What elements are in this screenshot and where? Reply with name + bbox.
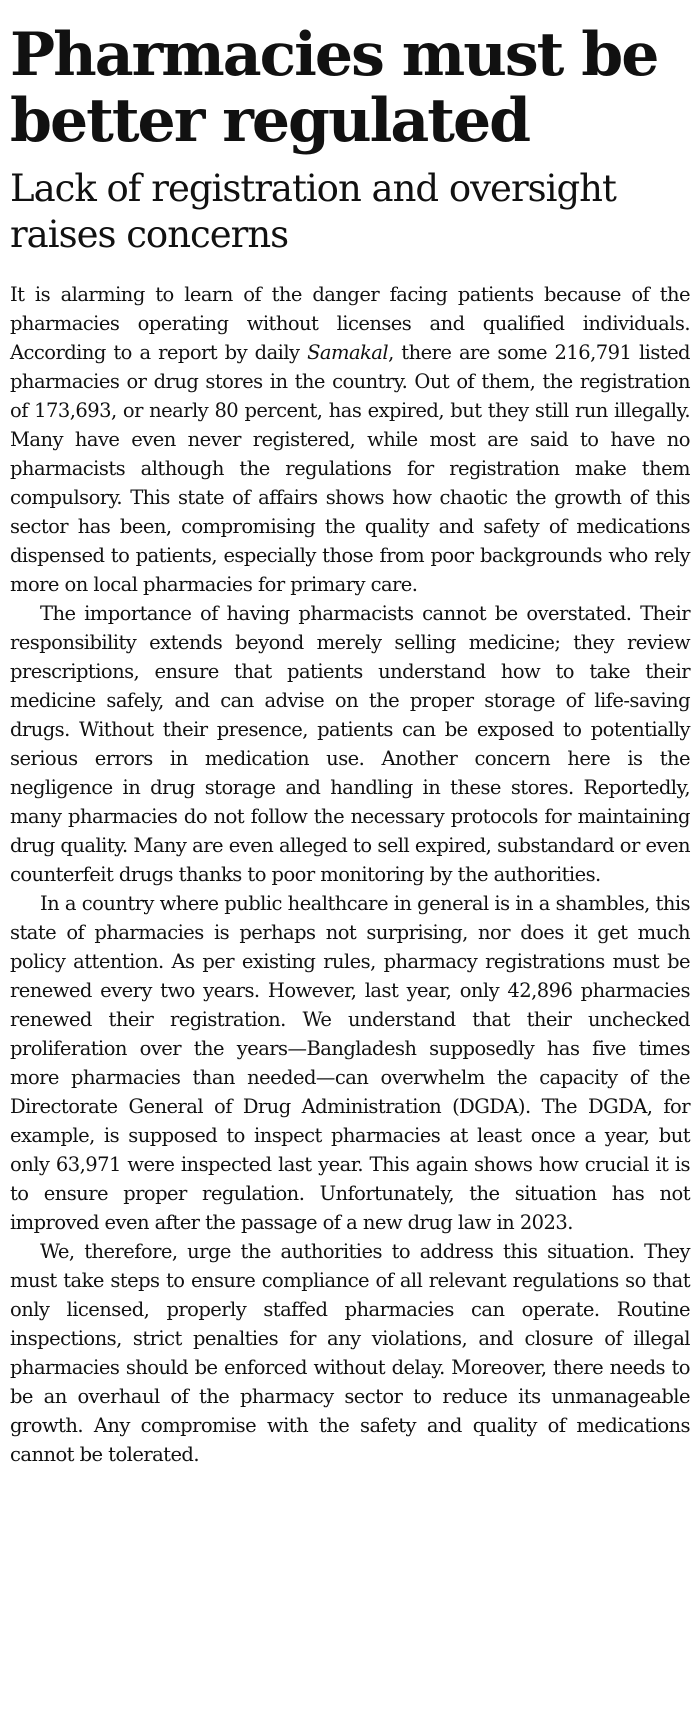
paragraph-2: The importance of having pharmacists cannot be overstated. Their responsibility extends beyond merely selling medicine; they review prescriptions, ensure that patients understand how to take their medicine safely, and can advise on the proper storage of life-saving drugs. Without their presence, patients can be exposed to potentially serious errors in medication use. Another concern here is the negligence in drug storage and handling in these stores. Reportedly, many pharmacies do not follow the necessary protocols for maintaining drug quality. Many are even alleged to sell expired, substandard or even counterfeit drugs thanks to poor monitoring by the authorities. [10,602,690,886]
paragraph-4: We, therefore, urge the authorities to address this situation. They must take steps to ensure compliance of all relevant regulations so that only licensed, properly staffed pharmacies can operate. Routine inspections, strict penalties for any violations, and closure of illegal pharmacies should be enforced without delay. Moreover, there needs to be an overhaul of the pharmacy sector to reduce its unmanageable growth. Any compromise with the safety and quality of medications cannot be tolerated. [10,1240,690,1466]
paragraph-1-text-end: , there are some 216,791 listed pharmacies or drug stores in the country. Out of them, the registration of 173,693, or nearly 80 percent, has expired, but they still run illegally. Many have even never registered, while most are said to have no pharmacists although the regulations for registration make them compulsory. This state of affairs shows how chaotic the growth of this sector has been, compromising the quality and safety of medications dispensed to patients, especially those from poor backgrounds who rely more on local pharmacies for primary care. [10,341,690,596]
paragraph-1-text-start: It is alarming to learn of the danger facing patients because of the pharmacies operating without licenses and qualified individuals. According to a report by daily [10,283,690,364]
headline: Pharmacies must be better regulated [10,20,658,156]
article-body [10,280,690,1469]
paragraph-1 [10,280,690,599]
source-newspaper-name: Samakal [307,341,389,364]
paragraph-3: In a country where public healthcare in general is in a shambles, this state of pharmacies is perhaps not surprising, nor does it get much policy attention. As per existing rules, pharmacy registrations must be renewed every two years. However, last year, only 42,896 pharmacies renewed their registration. We understand that their unchecked proliferation over the years—Bangladesh supposedly has five times more pharmacies than needed—can overwhelm the capacity of the Directorate General of Drug Administration (DGDA). The DGDA, for example, is supposed to inspect pharmacies at least once a year, but only 63,971 were inspected last year. This again shows how crucial it is to ensure proper regulation. Unfortunately, the situation has not improved even after the passage of a new drug law in 2023. [10,892,690,1234]
subheadline: Lack of registration and oversight raises concerns [10,167,616,256]
